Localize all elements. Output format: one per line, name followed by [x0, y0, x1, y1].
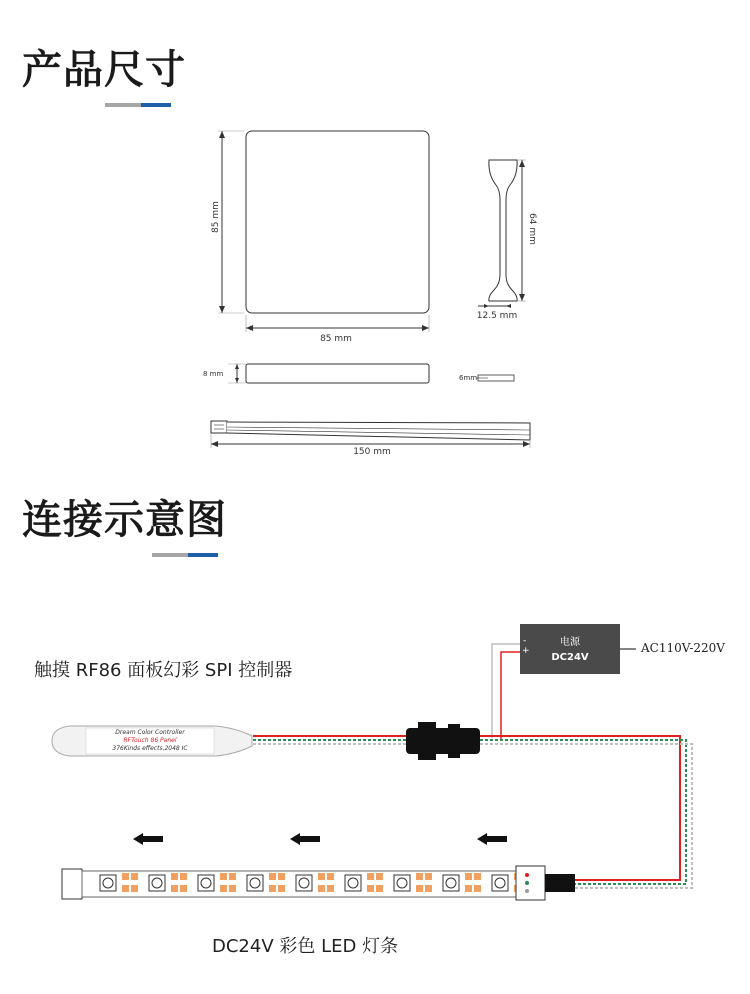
resistor	[180, 873, 187, 880]
controller-line2: RFTouch 86 Panel	[123, 737, 177, 744]
power-input-label: AC110V-220V	[641, 641, 725, 655]
resistor	[425, 885, 432, 892]
resistor	[171, 885, 178, 892]
resistor	[269, 885, 276, 892]
connection-title: 连接示意图	[22, 497, 227, 543]
panel-height-label: 85 mm	[211, 201, 221, 233]
resistor	[122, 873, 129, 880]
side-height-label: 64 mm	[527, 213, 537, 245]
led-chip	[149, 875, 165, 891]
sm-connector	[406, 728, 480, 754]
resistor	[220, 873, 227, 880]
resistor	[220, 885, 227, 892]
resistor	[367, 873, 374, 880]
resistor	[416, 873, 423, 880]
resistor	[180, 885, 187, 892]
led-chip	[247, 875, 263, 891]
power-plus: +	[522, 646, 530, 656]
resistor	[327, 885, 334, 892]
resistor	[318, 885, 325, 892]
resistor	[131, 885, 138, 892]
resistor	[229, 885, 236, 892]
resistor	[465, 873, 472, 880]
resistor	[122, 885, 129, 892]
led-chip	[394, 875, 410, 891]
resistor	[229, 873, 236, 880]
led-chip	[345, 875, 361, 891]
resistor	[376, 885, 383, 892]
resistor	[171, 873, 178, 880]
led-chip	[100, 875, 116, 891]
cable-length-label: 150 mm	[353, 447, 391, 457]
resistor	[416, 885, 423, 892]
controller-label: 触摸 RF86 面板幻彩 SPI 控制器	[34, 660, 293, 681]
resistor	[131, 873, 138, 880]
resistor	[278, 873, 285, 880]
resistor	[474, 873, 481, 880]
resistor	[465, 885, 472, 892]
resistor	[474, 885, 481, 892]
resistor	[425, 873, 432, 880]
resistor	[278, 885, 285, 892]
resistor	[327, 873, 334, 880]
direction-arrows	[133, 833, 507, 845]
side-depth-label: 12.5 mm	[476, 311, 518, 321]
resistor	[269, 873, 276, 880]
resistor	[376, 873, 383, 880]
small-depth-label: 6mm	[459, 374, 478, 382]
panel-width-label: 85 mm	[320, 334, 352, 344]
strip-wire-red	[480, 736, 680, 880]
strip-head	[516, 866, 545, 900]
controller-line1: Dream Color Controller	[115, 729, 185, 736]
strip-end-cap	[62, 869, 82, 899]
strip-cable-boot	[545, 874, 575, 892]
strip-label: DC24V 彩色 LED 灯条	[212, 936, 399, 957]
led-chip	[296, 875, 312, 891]
power-wire-pos	[501, 652, 520, 740]
led-chip	[198, 875, 214, 891]
power-supply-box	[520, 624, 620, 674]
power-title: 电源	[560, 637, 580, 648]
led-chip	[443, 875, 459, 891]
resistor	[367, 885, 374, 892]
power-minus: -	[523, 636, 527, 646]
power-wire-neg	[492, 644, 520, 738]
dimensions-title: 产品尺寸	[22, 47, 186, 93]
resistor	[318, 873, 325, 880]
led-chip	[492, 875, 508, 891]
power-output: DC24V	[551, 652, 589, 663]
controller-line3: 376Kinds effects,2048 IC	[112, 745, 188, 752]
thickness-label: 8 mm	[203, 370, 224, 378]
